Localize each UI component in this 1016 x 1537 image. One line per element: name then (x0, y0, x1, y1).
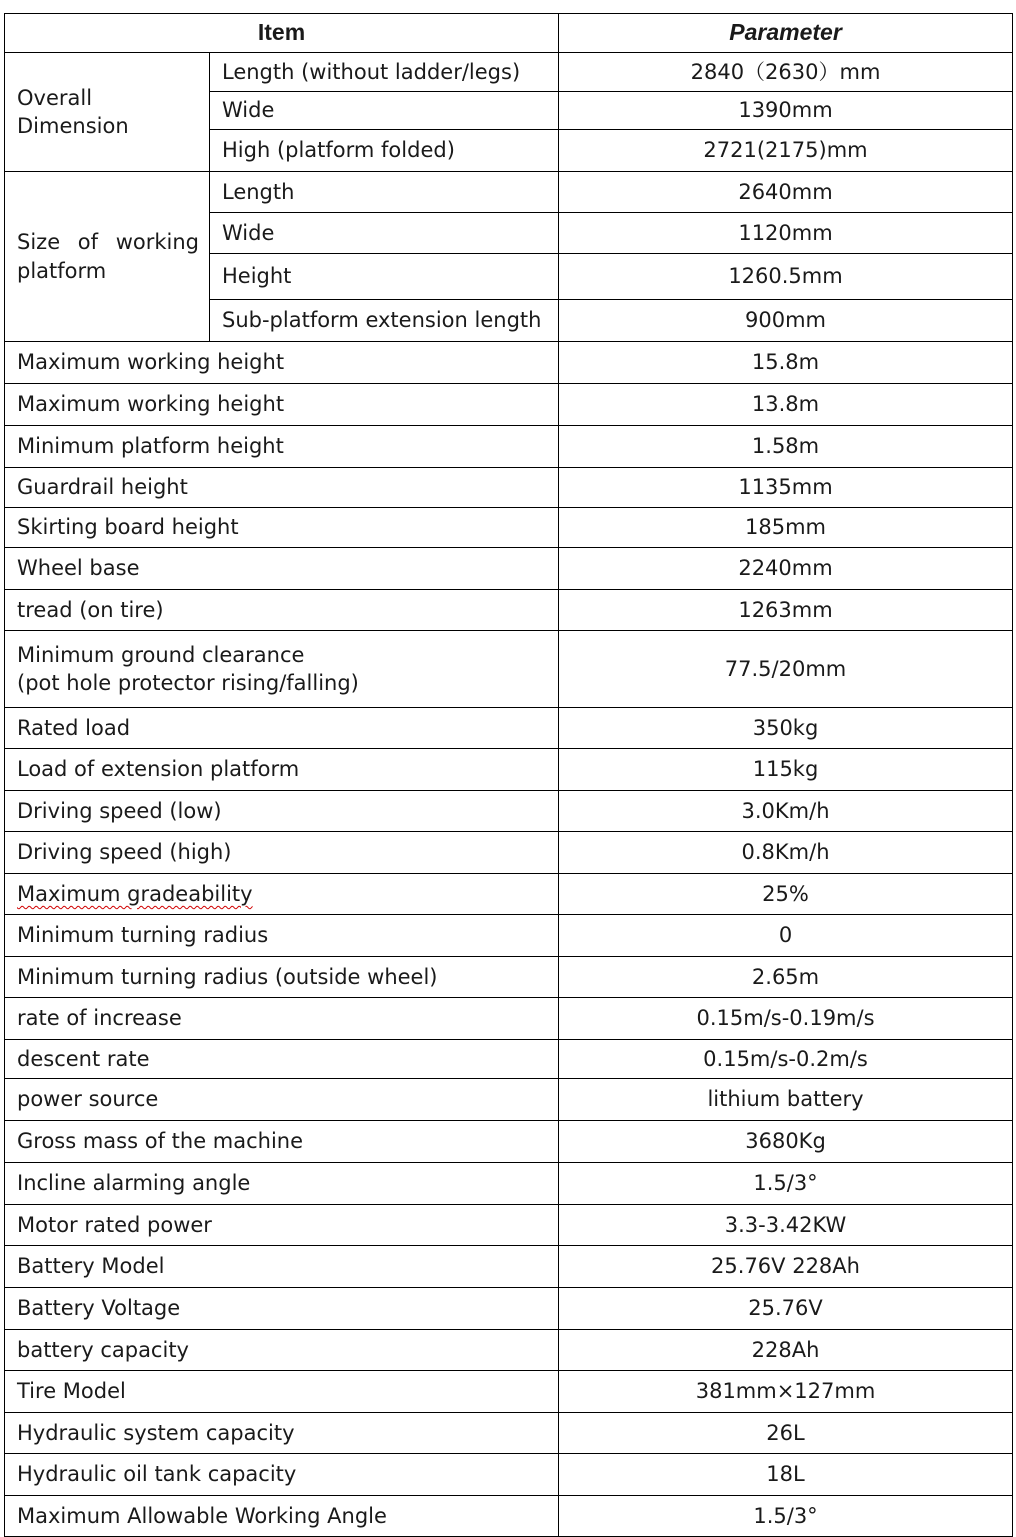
spec-value: 381mm×127mm (559, 1371, 1013, 1413)
table-row (5, 1121, 1013, 1163)
spec-name: Maximum working height (5, 342, 559, 384)
dimension-value: 2840（2630）mm (559, 53, 1013, 92)
overall-dimension-label: Overall Dimension (5, 53, 210, 172)
platform-name: Wide (210, 213, 559, 254)
spec-name: Gross mass of the machine (5, 1121, 559, 1163)
table-row (5, 957, 1013, 998)
spec-value: 77.5/20mm (559, 631, 1013, 708)
spec-name: tread (on tire) (5, 590, 559, 631)
spec-name: Motor rated power (5, 1205, 559, 1246)
spec-value: 0.15m/s-0.2m/s (559, 1040, 1013, 1079)
spec-name: Battery Voltage (5, 1288, 559, 1330)
table-row (5, 708, 1013, 749)
table-row (5, 631, 1013, 708)
spec-value: 1263mm (559, 590, 1013, 631)
spec-name: descent rate (5, 1040, 559, 1079)
table-row (5, 384, 1013, 426)
spec-value: 1.5/3° (559, 1496, 1013, 1537)
spec-value: 1.5/3° (559, 1163, 1013, 1205)
spec-name: Maximum Allowable Working Angle (5, 1496, 559, 1537)
spec-name (5, 874, 559, 915)
platform-value: 1260.5mm (559, 254, 1013, 300)
table-row (5, 915, 1013, 957)
spec-name: Wheel base (5, 548, 559, 590)
dimension-value: 1390mm (559, 92, 1013, 130)
table-row (5, 1454, 1013, 1496)
spec-value: 18L (559, 1454, 1013, 1496)
spec-name: power source (5, 1079, 559, 1121)
parameter-header: Parameter (559, 14, 1013, 53)
spec-value: 25% (559, 874, 1013, 915)
spec-value: 3.3-3.42KW (559, 1205, 1013, 1246)
dimension-name: Wide (210, 92, 559, 130)
table-row (5, 1330, 1013, 1371)
spec-name: Load of extension platform (5, 749, 559, 791)
table-row (5, 508, 1013, 548)
platform-name: Height (210, 254, 559, 300)
spec-value: 15.8m (559, 342, 1013, 384)
platform-name: Length (210, 172, 559, 213)
spec-name-text: Maximum gradeability (17, 881, 253, 906)
platform-value: 900mm (559, 300, 1013, 342)
table-row (5, 791, 1013, 832)
working-platform-label: Size of working platform (5, 172, 210, 342)
table-row (5, 1163, 1013, 1205)
table-row (5, 548, 1013, 590)
spec-value: 1135mm (559, 468, 1013, 508)
table-row (5, 468, 1013, 508)
spec-value: 1.58m (559, 426, 1013, 468)
spec-name: Minimum turning radius (5, 915, 559, 957)
spec-name: Driving speed (high) (5, 832, 559, 874)
spec-value: 0 (559, 915, 1013, 957)
table-row (5, 874, 1013, 915)
spec-value: 3.0Km/h (559, 791, 1013, 832)
table-row (5, 1079, 1013, 1121)
dimension-value: 2721(2175)mm (559, 130, 1013, 172)
spec-value: 185mm (559, 508, 1013, 548)
table-row (5, 1371, 1013, 1413)
spec-name: rate of increase (5, 998, 559, 1040)
table-row (5, 998, 1013, 1040)
table-row (5, 1413, 1013, 1454)
item-header: Item (5, 14, 559, 53)
table-row (5, 749, 1013, 791)
table-row (5, 342, 1013, 384)
table-row (5, 1496, 1013, 1537)
table-row (5, 1288, 1013, 1330)
spec-value: 115kg (559, 749, 1013, 791)
spec-name (5, 631, 559, 708)
table-row (5, 1205, 1013, 1246)
spec-name: Incline alarming angle (5, 1163, 559, 1205)
platform-name: Sub-platform extension length (210, 300, 559, 342)
spec-value: 13.8m (559, 384, 1013, 426)
platform-value: 2640mm (559, 172, 1013, 213)
spec-value: 2.65m (559, 957, 1013, 998)
spec-name: Maximum working height (5, 384, 559, 426)
spec-name-line: Minimum ground clearance (17, 642, 305, 667)
spec-value: 25.76V (559, 1288, 1013, 1330)
spec-table (4, 13, 1013, 1537)
table-row (5, 1246, 1013, 1288)
dimension-name: High (platform folded) (210, 130, 559, 172)
spec-value: 0.8Km/h (559, 832, 1013, 874)
spec-name: Guardrail height (5, 468, 559, 508)
spec-name: battery capacity (5, 1330, 559, 1371)
header-row (5, 14, 1013, 53)
spec-name: Driving speed (low) (5, 791, 559, 832)
spec-value: 350kg (559, 708, 1013, 749)
spec-name: Battery Model (5, 1246, 559, 1288)
spec-name: Minimum platform height (5, 426, 559, 468)
spec-name: Rated load (5, 708, 559, 749)
spec-name-line: (pot hole protector rising/falling) (17, 671, 359, 695)
spec-name: Hydraulic system capacity (5, 1413, 559, 1454)
dimension-name: Length (without ladder/legs) (210, 53, 559, 92)
spec-value: 3680Kg (559, 1121, 1013, 1163)
table-row (5, 426, 1013, 468)
table-row (5, 53, 1013, 92)
spec-name: Tire Model (5, 1371, 559, 1413)
spec-name: Hydraulic oil tank capacity (5, 1454, 559, 1496)
table-row (5, 172, 1013, 213)
spec-value: 0.15m/s-0.19m/s (559, 998, 1013, 1040)
table-row (5, 832, 1013, 874)
table-row (5, 590, 1013, 631)
spec-value: 25.76V 228Ah (559, 1246, 1013, 1288)
platform-value: 1120mm (559, 213, 1013, 254)
spec-value: 228Ah (559, 1330, 1013, 1371)
spec-name: Minimum turning radius (outside wheel) (5, 957, 559, 998)
table-row (5, 1040, 1013, 1079)
spec-value: 2240mm (559, 548, 1013, 590)
spec-name: Skirting board height (5, 508, 559, 548)
spec-value: 26L (559, 1413, 1013, 1454)
spec-value: lithium battery (559, 1079, 1013, 1121)
